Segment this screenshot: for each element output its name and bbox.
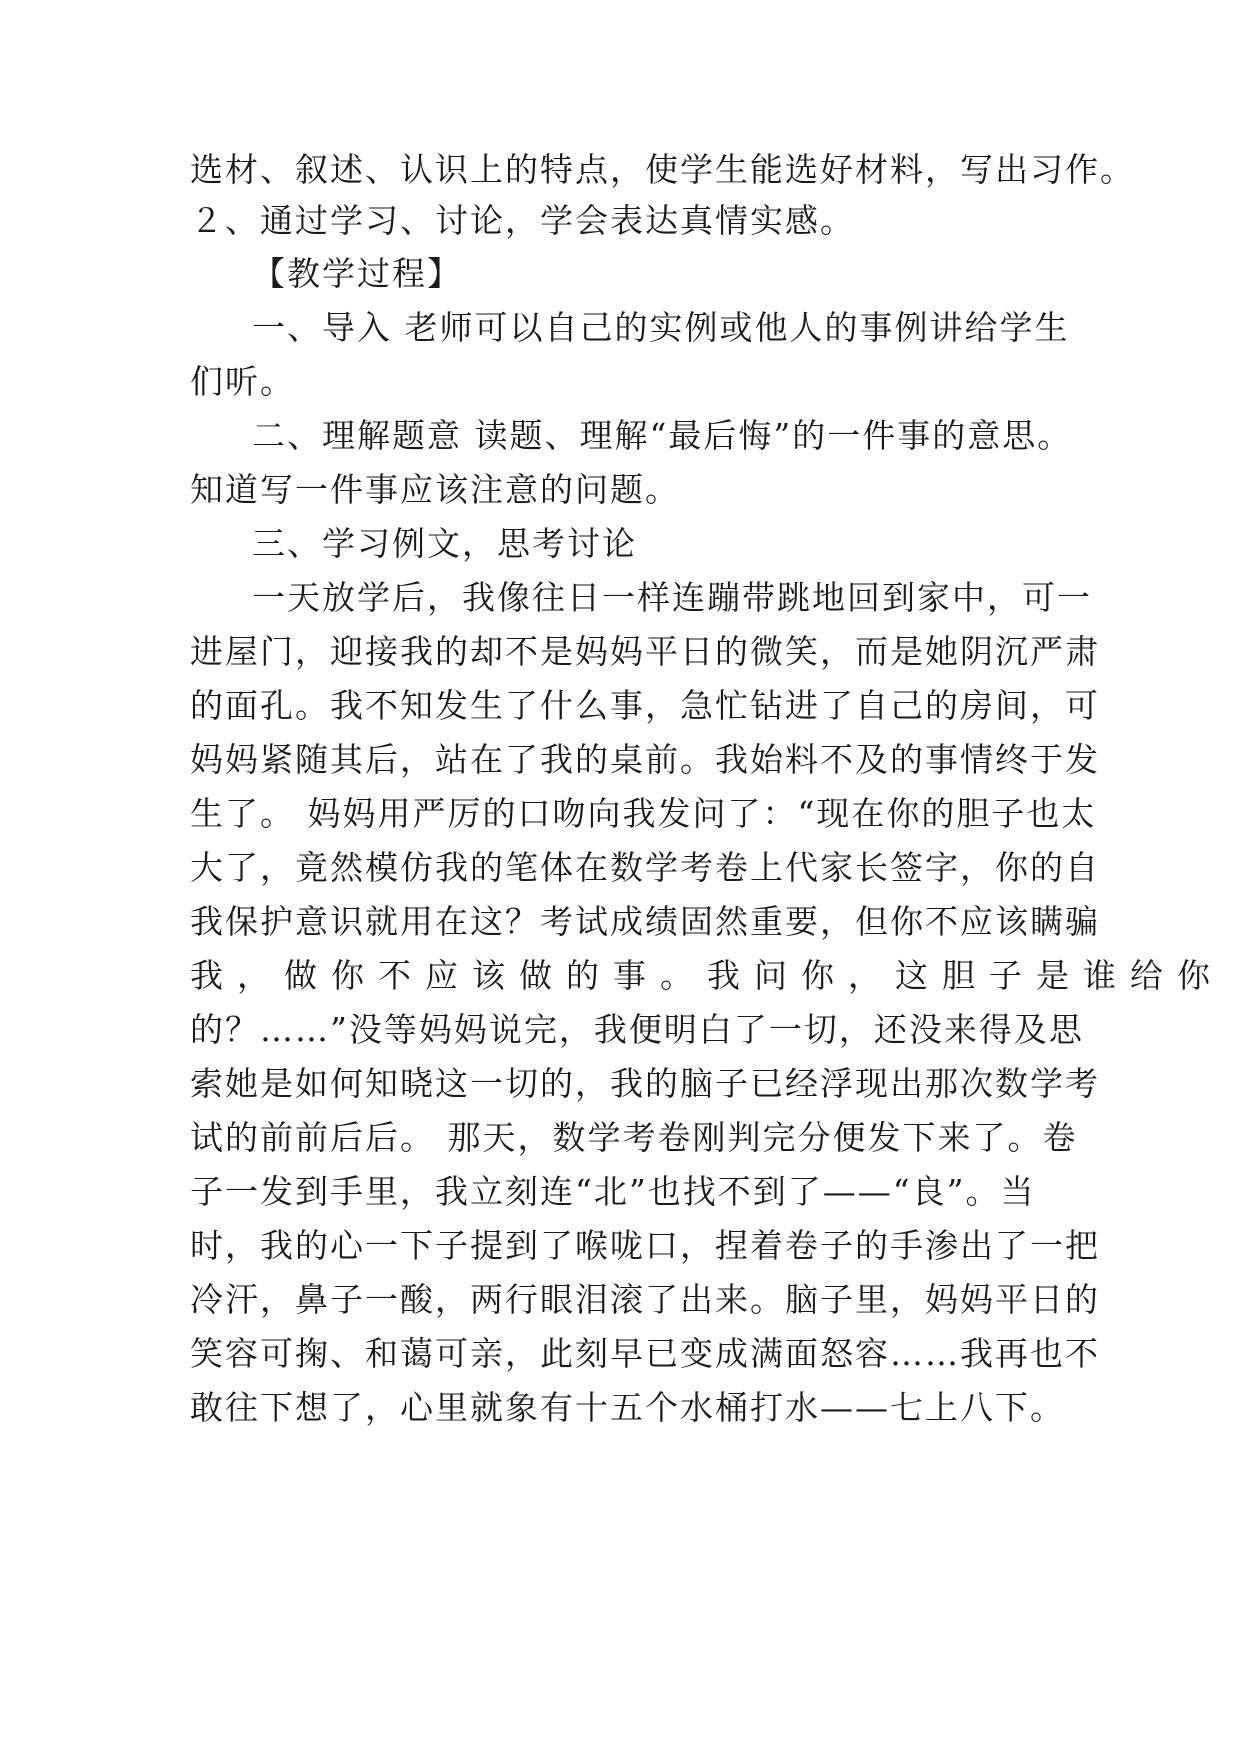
paragraph-line-11: 试的前前后后。 那天，数学考卷刚判完分便发下来了。卷	[190, 1118, 1078, 1157]
text-line-study-example: 三、学习例文，思考讨论	[252, 524, 637, 563]
text-line-5: 们听。	[190, 362, 295, 401]
paragraph-line-7: 我保护意识就用在这？考试成绩固然重要，但你不应该瞒骗	[190, 902, 1100, 941]
paragraph-line-4: 妈妈紧随其后，站在了我的桌前。我始料不及的事情终于发	[190, 740, 1100, 779]
paragraph-line-14: 冷汗，鼻子一酸，两行眼泪滚了出来。脑子里，妈妈平日的	[190, 1280, 1100, 1319]
text-line-2: ２、通过学习、讨论，学会表达真情实感。	[190, 201, 855, 240]
text-line-intro: 一、导入 老师可以自己的实例或他人的事例讲给学生	[252, 308, 1070, 347]
text-line-understand-topic: 二、理解题意 读题、理解“最后悔”的一件事的意思。	[252, 416, 1073, 455]
paragraph-line-9: 的？……”没等妈妈说完，我便明白了一切，还没来得及思	[190, 1010, 1084, 1049]
paragraph-line-16: 敢往下想了，心里就象有十五个水桶打水——七上八下。	[190, 1388, 1065, 1427]
paragraph-line-13: 时，我的心一下子提到了喉咙口，捏着卷子的手渗出了一把	[190, 1226, 1100, 1265]
paragraph-line-10: 索她是如何知晓这一切的，我的脑子已经浮现出那次数学考	[190, 1064, 1100, 1103]
text-line-1: 选材、叙述、认识上的特点，使学生能选好材料，写出习作。	[190, 150, 1135, 189]
paragraph-line-5: 生了。 妈妈用严厉的口吻向我发问了：“现在你的胆子也太	[190, 794, 1097, 833]
paragraph-line-2: 进屋门，迎接我的却不是妈妈平日的微笑，而是她阴沉严肃	[190, 632, 1100, 671]
paragraph-line-12: 子一发到手里，我立刻连“北”也找不到了——“良”。当	[190, 1172, 1036, 1211]
paragraph-line-1: 一天放学后，我像往日一样连蹦带跳地回到家中，可一	[252, 578, 1092, 617]
paragraph-line-15: 笑容可掬、和蔼可亲，此刻早已变成满面怒容……我再也不	[190, 1334, 1100, 1373]
paragraph-line-3: 的面孔。我不知发生了什么事，急忙钻进了自己的房间，可	[190, 686, 1100, 725]
paragraph-line-8: 我，做你不应该做的事。我问你，这胆子是谁给你	[190, 956, 1224, 995]
paragraph-line-6: 大了，竟然模仿我的笔体在数学考卷上代家长签字，你的自	[190, 848, 1100, 887]
section-heading-teaching-process: 【教学过程】	[252, 254, 462, 293]
text-line-7: 知道写一件事应该注意的问题。	[190, 470, 680, 509]
